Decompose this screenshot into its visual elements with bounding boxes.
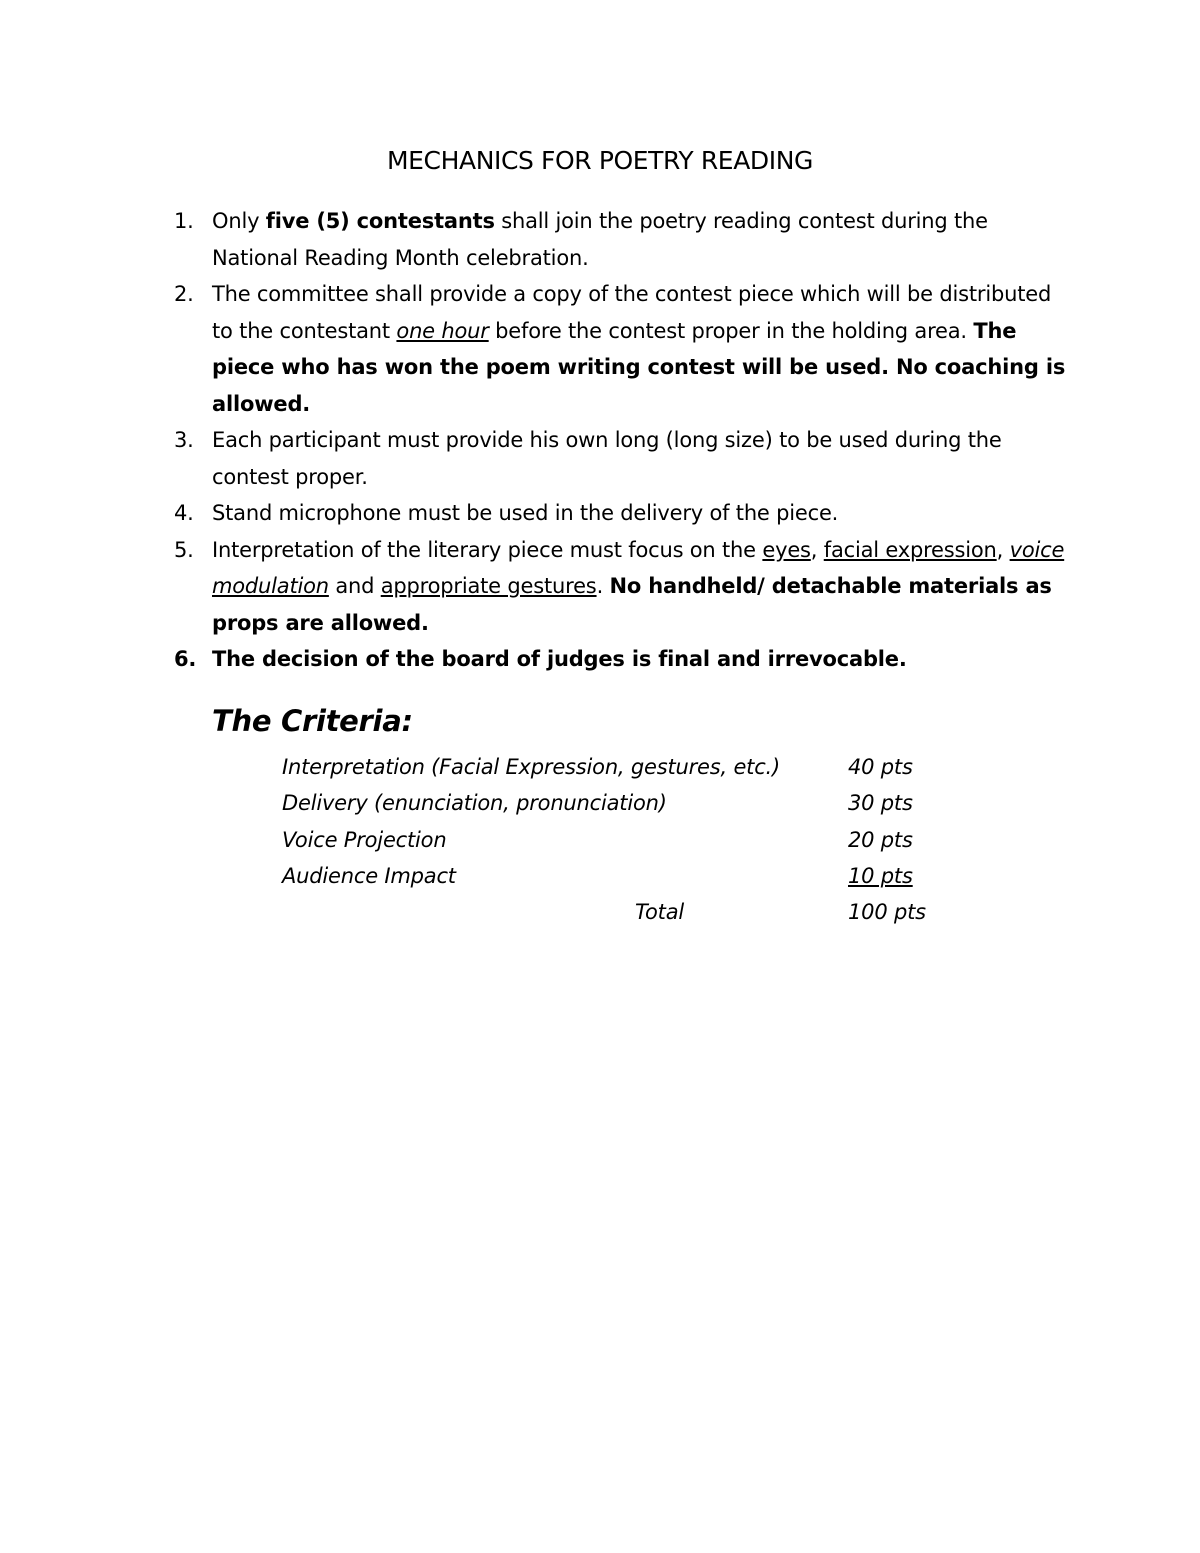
rule-text: The decision of the board of judges is final and irrevocable. (212, 647, 907, 671)
criteria-row (282, 749, 982, 785)
rule-text: voice modulation (212, 537, 1065, 598)
rule-number: 6. (174, 647, 197, 671)
criteria-points: 20 pts (848, 827, 913, 852)
rule-item (174, 641, 1074, 678)
rules-list (174, 203, 1074, 678)
rule-text: one hour (396, 318, 489, 343)
criteria-total-points: 100 pts (848, 900, 926, 925)
rule-text: Each participant must provide his own long (long size) to be used during the contest proper. (212, 428, 1002, 489)
rule-text: The piece who has won the poem writing contest will be used. No coaching is allowed. (212, 318, 1066, 416)
criteria-points: 10 pts (848, 863, 913, 888)
rule-text: Interpretation of the literary piece must focus on the (212, 537, 763, 562)
rule-text: The committee shall provide a copy of the contest piece which will be distributed to the contestant (212, 282, 1052, 343)
criteria-total-row (282, 894, 982, 930)
criteria-name: Voice Projection (282, 827, 447, 852)
criteria-name: Delivery (enunciation, pronunciation) (282, 791, 667, 816)
criteria-row (282, 785, 982, 821)
rule-number: 5. (174, 537, 194, 562)
criteria-heading: The Criteria: (212, 704, 413, 738)
rule-text: shall join the poetry reading contest during the National Reading Month celebration. (212, 209, 988, 270)
rule-item (174, 422, 1074, 495)
criteria-row (282, 822, 982, 858)
criteria-name: Audience Impact (282, 863, 456, 888)
rule-text: facial expression (823, 537, 997, 562)
rule-item (174, 203, 1074, 276)
document-title: MECHANICS FOR POETRY READING (386, 146, 814, 175)
rule-number: 4. (174, 501, 194, 525)
criteria-total-label: Total (635, 900, 685, 925)
rule-number: 3. (174, 428, 194, 452)
criteria-list (282, 749, 982, 930)
rule-text: No handheld/ detachable materials as props are allowed. (212, 574, 1052, 635)
criteria-points: 40 pts (848, 755, 913, 779)
criteria-points: 30 pts (848, 791, 913, 816)
rule-text: before the contest proper in the holding area. (488, 318, 974, 343)
rule-number: 1. (174, 209, 194, 233)
criteria-row (282, 858, 982, 894)
rule-text: and (328, 574, 381, 598)
rule-text: eyes (762, 537, 811, 562)
criteria-name: Interpretation (Facial Expression, gestures, etc.) (282, 755, 781, 779)
rule-item (174, 495, 1074, 532)
rule-text: , (810, 537, 824, 562)
rule-text: appropriate gestures (380, 574, 597, 598)
rule-number: 2. (174, 282, 194, 306)
rule-text: five (5) contestants (265, 209, 495, 233)
rule-item (174, 532, 1074, 642)
rule-text: , (996, 537, 1010, 562)
rule-text: . (596, 574, 610, 598)
rule-text: Stand microphone must be used in the delivery of the piece. (212, 501, 839, 525)
rule-item (174, 276, 1074, 422)
rule-text: Only (212, 209, 266, 233)
